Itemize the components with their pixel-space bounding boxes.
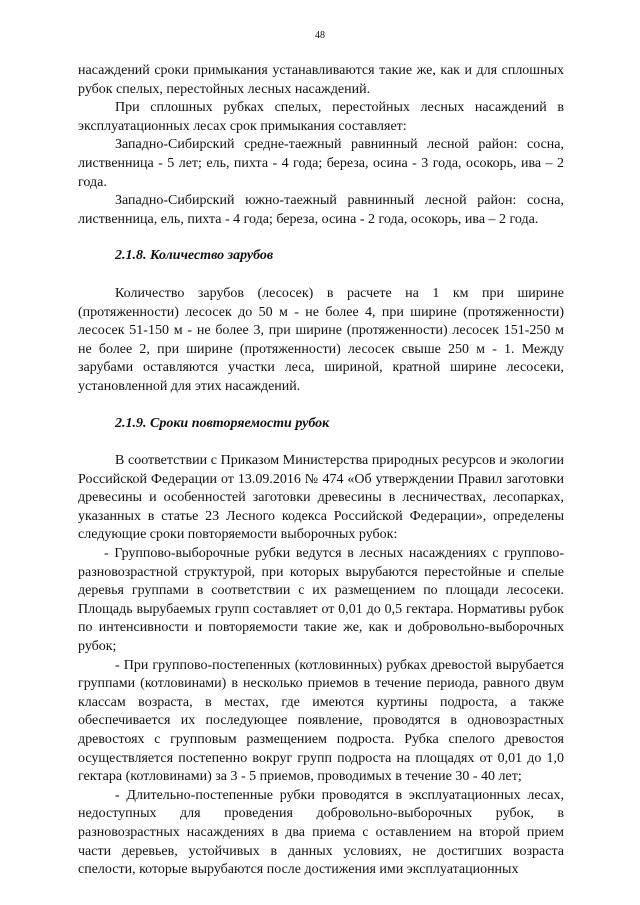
paragraph-adjacency-intro: При сплошных рубках спелых, перестойных лесных насаждений в эксплуатационных лесах срок примыкания составляет: [78,100,564,134]
spacer [78,397,564,415]
spacer [78,433,564,452]
spacer [78,229,564,247]
paragraph-order-reference: В соответствии с Приказом Министерства природных ресурсов и экологии Российской Федерации от 13.09.2016 № 474 «Об утверждении Правил заготовки древесины и особенностей заготовки древесины в лесничествах, лесопарках, указанных в статье 23 Лесного кодекса Российской Федерации», определены следующие сроки повторяемости выборочных рубок: [78,453,564,543]
page-number: 48 [315,30,325,41]
section-heading-repeat-periods: 2.1.9. Сроки повторяемости рубок [115,415,330,431]
section-heading-cut-count: 2.1.8. Количество зарубов [115,248,274,264]
list-item-group-selective: - Группово-выборочные рубки ведутся в лесных насаждениях с группово-разновозрастной структурой, при которых вырубаются перестойные и спелые деревья группами в соответствии с их размещением по площади лесосеки. Площадь вырубаемых групп составляет от 0,01 до 0,5 гектара. Нормативы рубок по интенсивности и повторяемости такие же, как и добровольно-выборочных рубок; [78,546,564,655]
list-item-group-gradual: - При группово-постепенных (котловинных) рубках древостой вырубается группами (котловинами) в несколько приемов в течение периода, равного двум классам возраста, в местах, где имеются куртины подроста, а также обеспечивается их последующее появление, проводятся в одновозрастных древостоях с групповым размещением подроста. Рубка спелого древостоя осуществляется постепенно вокруг групп подроста на площадях от 0,01 до 1,0 гектара (котловинами) за 3 - 5 приемов, проводимых в течение 30 - 40 лет; [78,657,564,785]
paragraph-adjacency-continuation: насаждений сроки примыкания устанавливаются такие же, как и для сплошных рубок спелых, перестойных лесных насаждений. [78,63,564,97]
paragraph-middle-taiga-region: Западно-Сибирский средне-таежный равнинный лесной район: сосна, лиственница - 5 лет; ель, пихта - 4 года; береза, осина - 3 года, осокорь, ива – 2 года. [78,137,564,190]
spacer [78,266,564,285]
list-item-long-gradual: - Длительно-постепенные рубки проводятся в эксплуатационных лесах, недоступных для проведения добровольно-выборочных рубок, в разновозрастных насаждениях в два приема с оставлением на второй прием части деревьев, устойчивых в данных условиях, не достигших возраста спелости, которые вырубаются после достижения ими эксплуатационных [78,787,564,878]
document-body [78,62,564,880]
paragraph-south-taiga-region: Западно-Сибирский южно-таежный равнинный лесной район: сосна, лиственница, ель, пихта - 4 года; береза, осина - 2 года, осокорь, ива – 2 года. [78,193,564,227]
paragraph-cut-count: Количество зарубов (лесосек) в расчете на 1 км при ширине (протяженности) лесосек до 50 м - не более 4, при ширине (протяженности) лесосек 51-150 м - не более 3, при ширине (протяженности) лесосек 151-250 м не более 2, при ширине (протяженности) лесосек свыше 250 м - 1. Между зарубами оставляются участки леса, шириной, кратной ширине лесосеки, установленной для этих насаждений. [78,285,564,394]
